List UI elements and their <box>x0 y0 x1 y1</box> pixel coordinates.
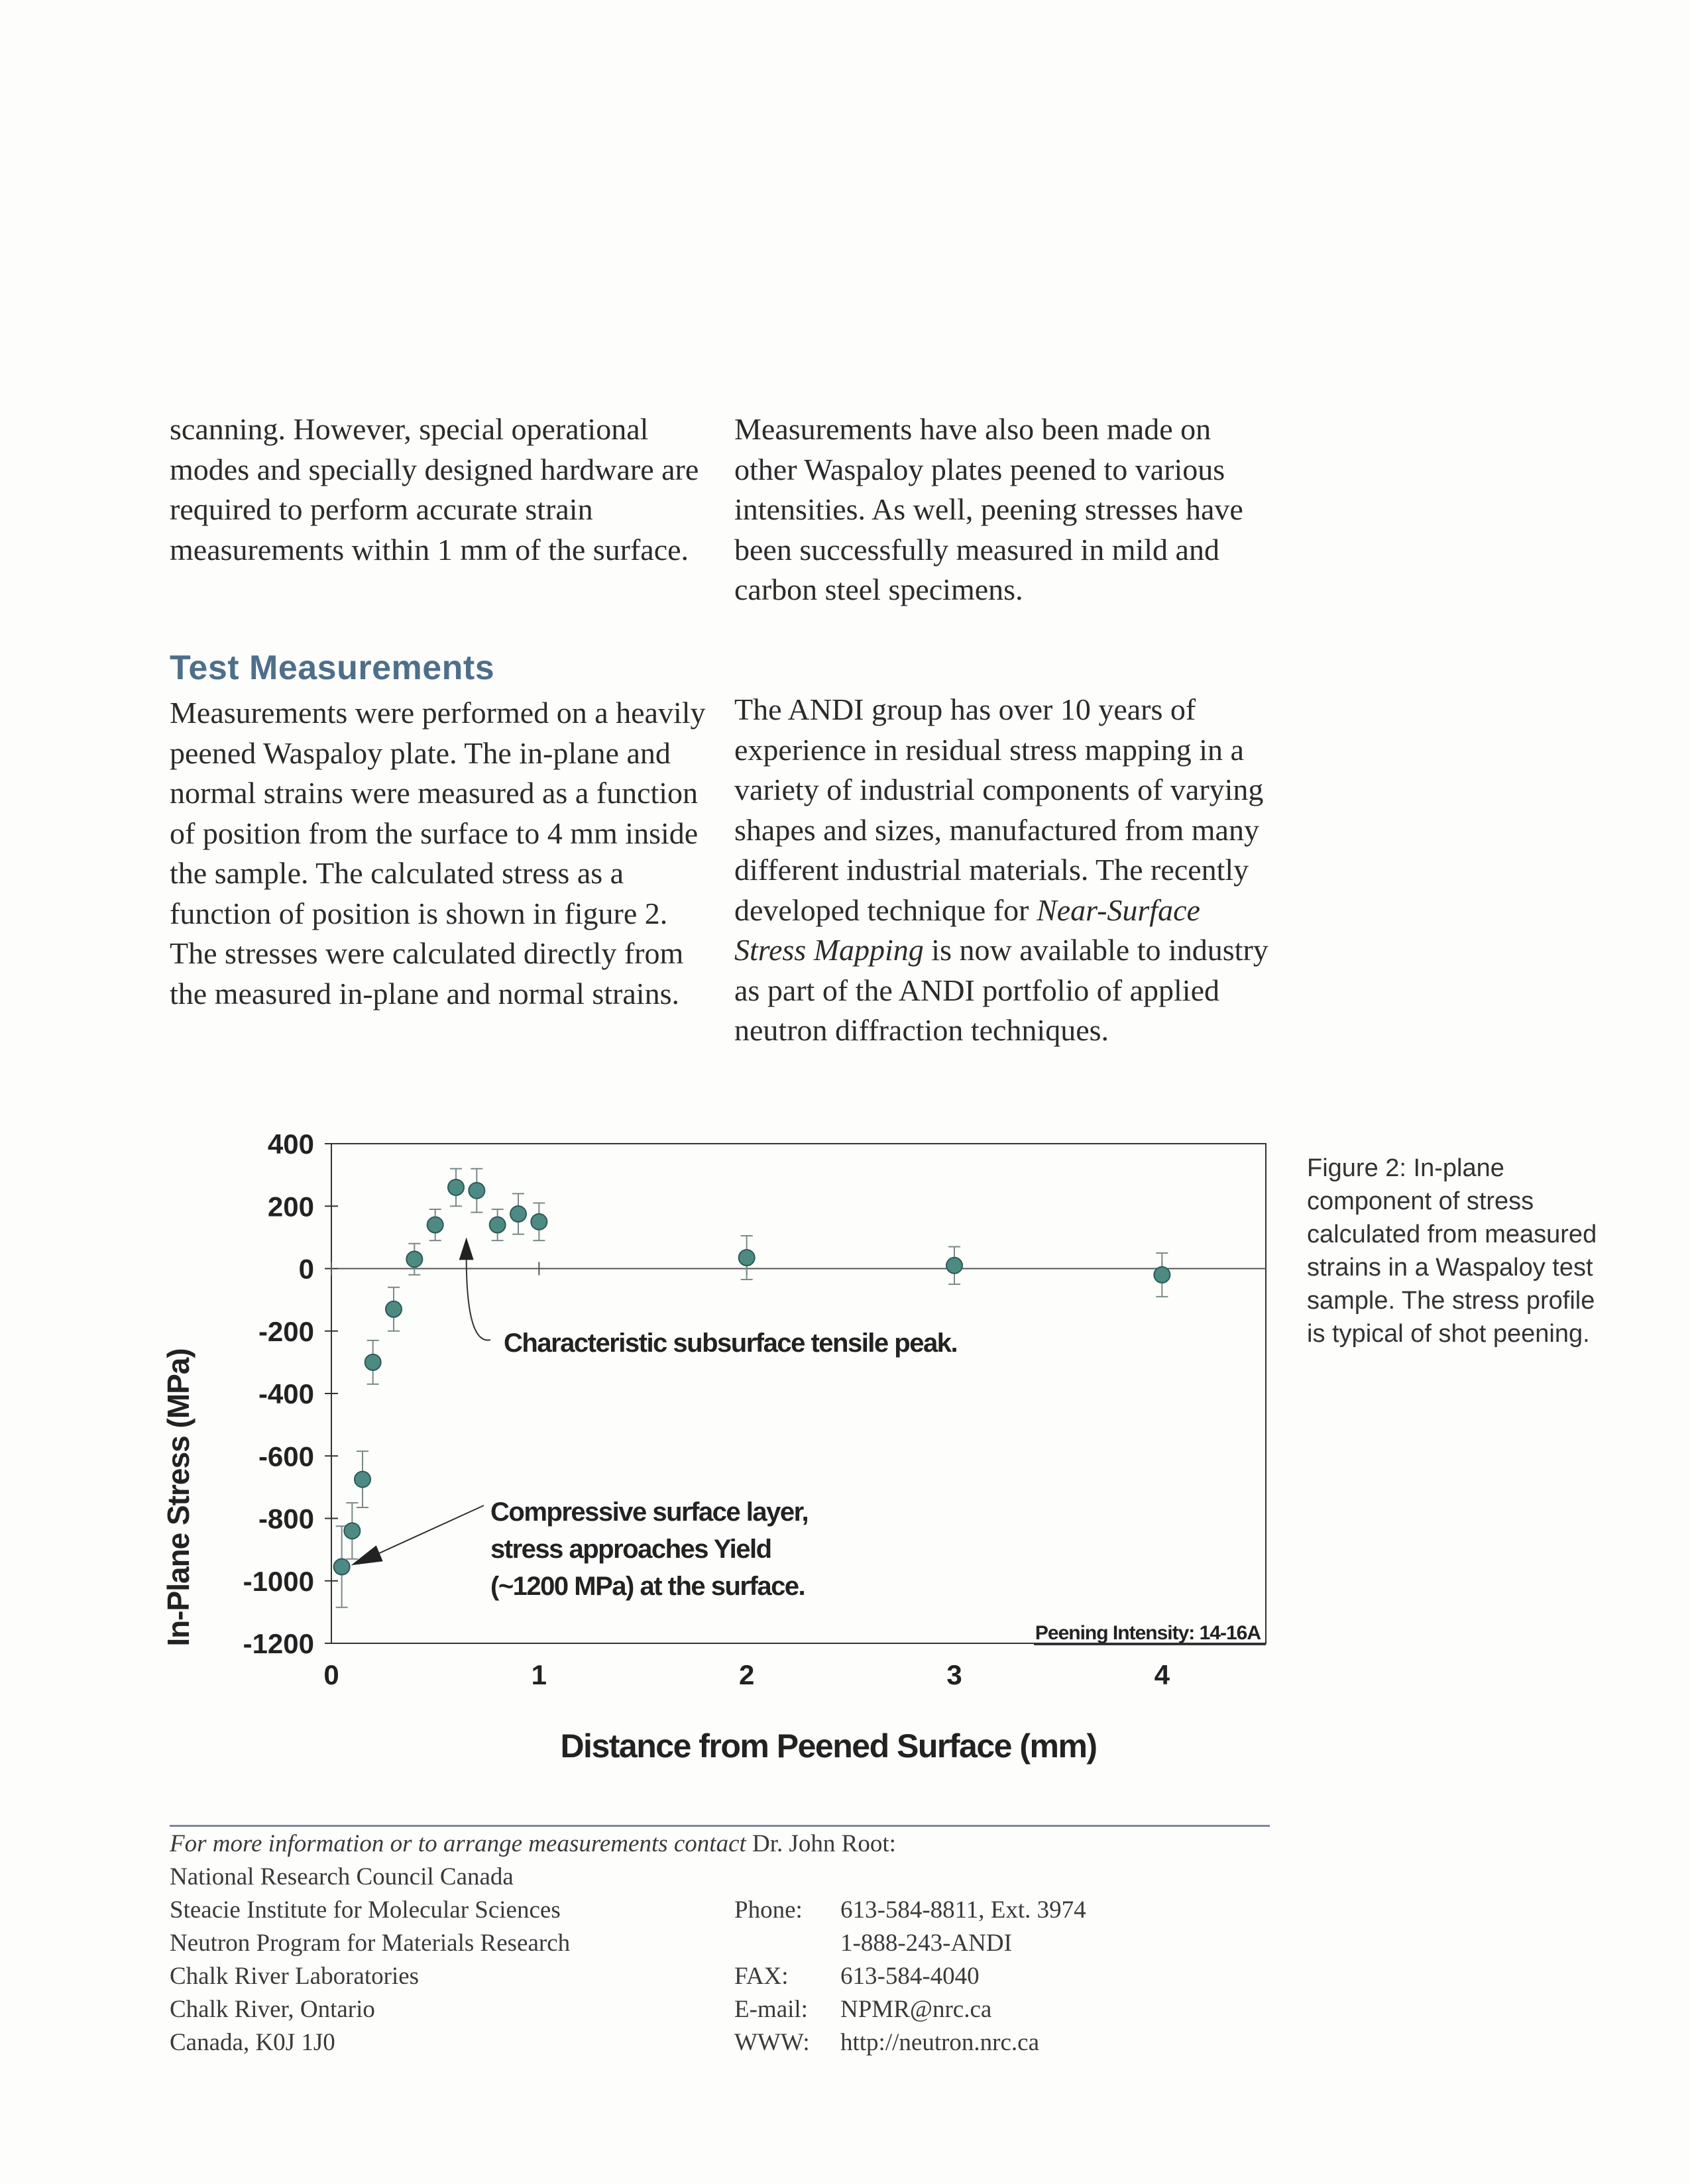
stress-chart <box>152 1126 1292 1789</box>
email-label: E-mail: <box>734 1996 808 2023</box>
paragraph: Measurements have also been made on other Waspaloy plates peened to various intensities. As well, peening stresses have been successfully measured in mild and carbon steel specimens. <box>734 412 1243 606</box>
plot-frame <box>331 1144 1266 1643</box>
www-label: WWW: <box>734 2029 810 2056</box>
divider <box>170 1825 1270 1827</box>
arrowhead <box>459 1237 474 1260</box>
address-line: Steacie Institute for Molecular Sciences <box>170 1896 561 1924</box>
contact-labels <box>734 1894 810 2059</box>
annotation-compressive-line-3: (~1200 MPa) at the surface. <box>490 1572 805 1601</box>
arrowhead <box>351 1545 383 1565</box>
email-link[interactable]: NPMR@nrc.ca <box>840 1996 992 2023</box>
section-heading: Test Measurements <box>170 649 495 687</box>
y-tick-label: 400 <box>267 1128 314 1160</box>
phone-label-2 <box>734 1927 810 1960</box>
data-point <box>510 1206 526 1222</box>
data-point <box>490 1217 506 1233</box>
data-point <box>1154 1267 1170 1283</box>
annotation-arrow <box>467 1257 490 1340</box>
phone-label: Phone: <box>734 1896 803 1924</box>
technique-name: Near-Surface Stress Mapping <box>734 893 1200 967</box>
annotation-arrow <box>378 1505 484 1554</box>
figure-caption: Figure 2: In-plane component of stress calculated from measured strains in a Waspaloy test sample. The stress profile is typical of shot peening. <box>1307 1154 1597 1348</box>
data-point <box>739 1250 755 1266</box>
annotation-compressive-line-1: Compressive surface layer, <box>490 1498 809 1527</box>
contact-person: Dr. John Root: <box>746 1830 896 1857</box>
y-tick-label: -1200 <box>243 1628 314 1659</box>
annotation-compressive-line-2: stress approaches Yield <box>490 1535 771 1564</box>
data-point <box>355 1472 370 1488</box>
address-line: Chalk River, Ontario <box>170 1996 375 2023</box>
address-line: Chalk River Laboratories <box>170 1963 420 1990</box>
paragraph: Measurements were performed on a heavily peened Waspaloy plate. The in-plane and normal strains were measured as a function of position from the surface to 4 mm inside the sample. The calculated stress as a function of position is shown in figure 2. The stresses were calculated directly from the measured in-plane and normal strains. <box>170 696 706 1010</box>
website-link[interactable]: http://neutron.nrc.ca <box>840 2029 1040 2056</box>
paragraph-text: is now available to industry as part of the ANDI portfolio of applied neutron diffraction techniques. <box>734 933 1268 1047</box>
annotation-peening-intensity: Peening Intensity: 14-16A <box>1035 1622 1261 1644</box>
body-column-left-bottom <box>170 693 713 1014</box>
paragraph: scanning. However, special operational modes and specially designed hardware are required to perform accurate strain measurements within 1 mm of the surface. <box>170 412 699 567</box>
y-tick-label: -600 <box>258 1441 314 1472</box>
data-point <box>531 1214 547 1230</box>
paragraph <box>734 690 1278 1051</box>
y-tick-label: -400 <box>258 1378 314 1409</box>
y-tick-label: -1000 <box>243 1565 314 1597</box>
address-line: Canada, K0J 1J0 <box>170 2029 335 2056</box>
y-tick-label: 200 <box>267 1191 314 1223</box>
annotation-tensile-peak: Characteristic subsurface tensile peak. <box>504 1329 958 1358</box>
body-column-right-top <box>734 410 1278 610</box>
address-line: National Research Council Canada <box>170 1863 514 1890</box>
x-tick-label: 1 <box>531 1659 547 1690</box>
contact-intro-text: For more information or to arrange measurements contact <box>170 1830 746 1857</box>
data-point <box>469 1183 484 1199</box>
contact-intro <box>170 1828 896 1861</box>
tollfree-value: 1-888-243-ANDI <box>840 1930 1012 1957</box>
data-point <box>406 1251 422 1267</box>
body-column-left-top <box>170 410 713 570</box>
fax-label: FAX: <box>734 1963 789 1990</box>
data-point <box>386 1301 402 1317</box>
contact-values <box>840 1894 1086 2059</box>
y-tick-label: -200 <box>258 1315 314 1347</box>
data-point <box>427 1217 443 1233</box>
y-axis-label: In-Plane Stress (MPa) <box>161 1348 196 1647</box>
y-tick-label: 0 <box>298 1253 314 1285</box>
x-tick-label: 3 <box>946 1659 962 1690</box>
data-point <box>365 1354 381 1370</box>
address-block <box>170 1861 570 2059</box>
body-column-right-bottom <box>734 690 1278 1051</box>
x-tick-label: 4 <box>1154 1659 1170 1690</box>
x-tick-label: 0 <box>323 1659 339 1690</box>
data-point <box>448 1179 464 1195</box>
x-tick-label: 2 <box>738 1659 755 1690</box>
data-point <box>344 1523 360 1539</box>
x-axis-label: Distance from Peened Surface (mm) <box>560 1727 1097 1765</box>
data-point <box>946 1258 962 1274</box>
data-point <box>334 1559 350 1575</box>
fax-value: 613-584-4040 <box>840 1963 980 1990</box>
phone-value: 613-584-8811, Ext. 3974 <box>840 1896 1086 1924</box>
address-line: Neutron Program for Materials Research <box>170 1930 571 1957</box>
paragraph-text: The ANDI group has over 10 years of experience in residual stress mapping in a variety of industrial components of varying shapes and sizes, manufactured from many different industrial materials. The recently developed technique for <box>734 692 1264 927</box>
y-tick-label: -800 <box>258 1503 314 1535</box>
